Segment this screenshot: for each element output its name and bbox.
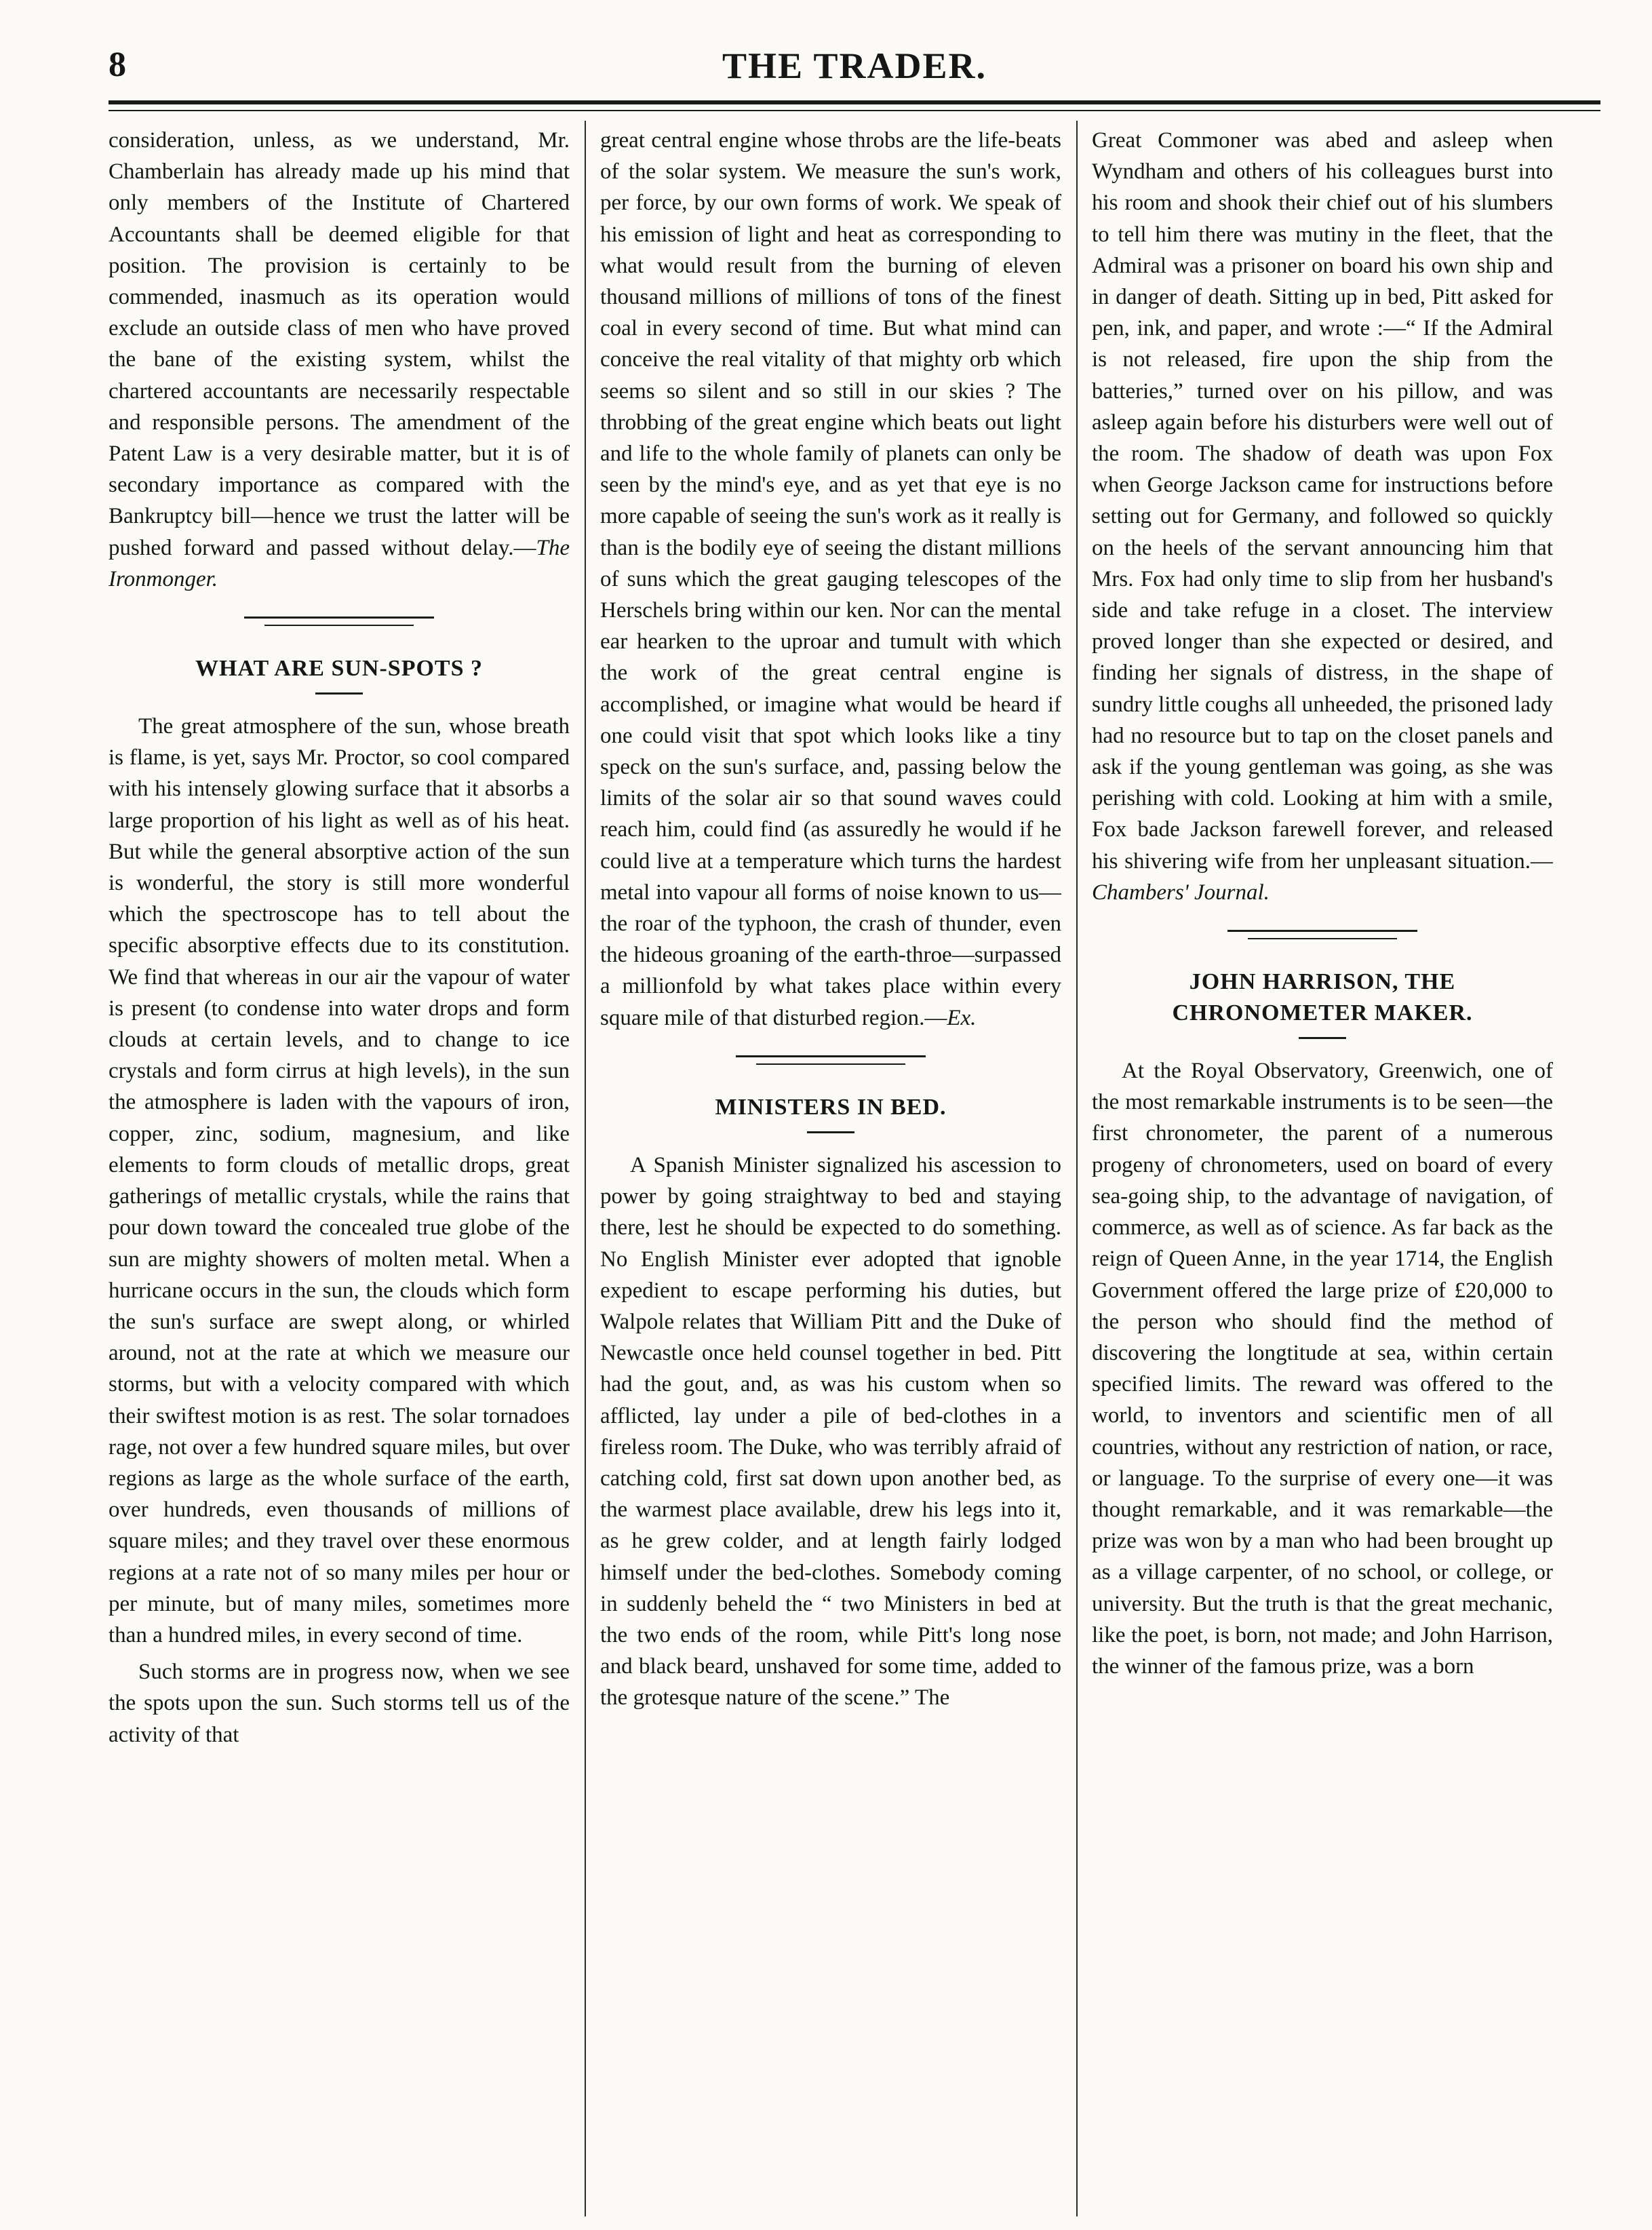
article-divider [600,1049,1061,1076]
page-header [109,45,1600,99]
article-continuation [1092,125,1553,908]
paragraph: The great atmosphere of the sun, whose breath is flame, is yet, says Mr. Proctor, so cool compared with his intensely glowing surface that it absorbs a large proportion of his light as well as of his heat. But while the general absorptive action of the sun is wonderful, the story is still more wonderful which the spectroscope has to tell about the specific absorptive effects due to its constitution. We find that whereas in our air the vapour of water is present (to condense into water drops and form clouds at certain levels, and to change to ice crystals and form cirrus at high levels), in the sun the atmosphere is laden with the vapours of iron, copper, zinc, sodium, magnesium, and like elements to form clouds of metallic drops, great gatherings of metallic crystals, while the rains that pour down toward the concealed true globe of the sun are mighty showers of molten metal. When a hurricane occurs in the sun, the clouds which form the sun's surface are swept along, or whirled around, not at the rate at which we measure our storms, but with a velocity compared with which their swiftest motion is as rest. The solar tornadoes rage, not over a few hundred square miles, but over regions as large as the whole surface of the earth, over hundreds, even thousands of millions of square miles; and they travel over these enormous regions at a rate not of so many miles per hour or per minute, but of many miles, sometimes more than a hundred miles, in every second of time. [109,714,570,1647]
headline-ministers-in-bed: MINISTERS IN BED. [715,1094,947,1120]
headline-rule [1299,1037,1346,1039]
source-credit: The Ironmonger. [109,535,570,591]
column-3 [1092,125,1553,2214]
header-rule-thick [109,100,1600,104]
paragraph: A Spanish Minister signalized his ascession to power by going straightway to bed and staying there, lest he should be expected to do something. No English Minister ever adopted that ignoble expedient to escape performing his duties, but Walpole relates that William Pitt and the Duke of Newcastle once held counsel together in bed. Pitt had the gout, and, as was his custom when so afflicted, lay under a pile of bed-clothes in a fireless room. The Duke, who was terribly afraid of catching cold, first sat down upon another bed, as the warmest place available, drew his legs into it, as he grew colder, and at length fairly lodged himself under the bed-clothes. Somebody coming in suddenly beheld the “ two Ministers in bed at the two ends of the room, while Pitt's long nose and black beard, unshaved for some time, added to the grotesque nature of the scene.” The [600,1152,1061,1710]
paragraph-text: consideration, unless, as we understand, Mr. Chamberlain has already made up his mind that only members of the Institute of Chartered Accountants shall be deemed eligible for that position. The provision is certainly to be commended, inasmuch as its operation would exclude an outside class of men who have proved the bane of the existing system, whilst the chartered accountants are necessarily respectable and responsible persons. The amendment of the Patent Law is a very desirable matter, but it is of secondary importance as compared with the Bankruptcy bill—hence we trust the latter will be pushed forward and passed without delay.— [109,128,570,560]
paragraph-text: Great Commoner was abed and asleep when Wyndham and others of his colleagues burst into his room and shook their chief out of his slumbers to tell him there was mutiny in the fleet, that the Admiral was a prisoner on board his own ship and in danger of death. Sitting up in bed, Pitt asked for pen, ink, and paper, and wrote :—“ If the Admiral is not released, fire upon the ship from the batteries,” turned over on his pillow, and was asleep again before his disturbers were well out of the room. The shadow of death was upon Fox when George Jackson came for instructions before setting out for Germany, and followed so quickly on the heels of the servant announcing him that Mrs. Fox had only time to slip from her husband's side and take refuge in a closet. The interview proved longer than she expected or desired, and finding her signals of distress, in the shape of sundry little coughs all unheeded, the prisoned lady had no resource but to tap on the closet panels and ask if the young gentleman was going, as she was perishing with cold. Looking at him with a smile, Fox bade Jackson farewell forever, and released his shivering wife from her unpleasant situation.— [1092,128,1553,874]
column-separator [585,121,586,2216]
paragraph: Such storms are in progress now, when we see the spots upon the sun. Such storms tell us of the activity of that [109,1660,570,1747]
headline-rule [315,692,363,695]
article-divider [1092,923,1553,950]
header-rule-thin [109,110,1600,111]
column-2 [600,125,1061,2214]
source-credit: Chambers' Journal. [1092,880,1270,905]
headline-john-harrison: JOHN HARRISON, THE CHRONOMETER MAKER. [1172,969,1473,1026]
column-separator [1076,121,1078,2216]
paragraph-text: great central engine whose throbs are the life-beats of the solar system. We measure the sun's work, per force, by our own forms of work. We speak of his emission of light and heat as corresponding to what would result from the burning of eleven thousand millions of millions of tons of the finest coal in every second of time. But what mind can conceive the real vitality of that mighty orb which seems so silent and so still in our skies ? The throbbing of the great engine which beats out light and life to the whole family of planets can only be seen by the mind's eye, and as yet that eye is no more capable of seeing the sun's work as it really is than is the bodily eye of seeing the distant millions of suns which the great gauging telescopes of the Herschels bring within our ken. Nor can the mental ear hearken to the uproar and tumult with which the work of the great central engine is accomplished, or imagine what would be heard if one could visit that spot which looks like a tiny speck on the sun's surface, and, passing below the limits of the solar air so that sound waves could reach him, could find (as assuredly he would if he could live at a temperature which turns the hardest metal into vapour all forms of noise known to us—the roar of the typhoon, the crash of thunder, even the hideous groaning of the earth-throe—surpassed a millionfold by what takes place within every square mile of that disturbed region.— [600,128,1061,1030]
column-1 [109,125,570,2214]
paragraph: At the Royal Observatory, Greenwich, one of the most remarkable instruments is to be seen—the first chronometer, the parent of a numerous progeny of chronometers, used on board of every sea-going ship, to the advantage of navigation, of commerce, as well as of science. As far back as the reign of Queen Anne, in the year 1714, the English Government offered the large prize of £20,000 to the person who should find the method of discovering the longtitude at sea, within certain specified limits. The reward was offered to the world, to inventors and scientific men of all countries, without any restriction of nation, or race, or language. To the surprise of every one—it was thought remarkable, and it was remarkable—the prize was won by a man who had been brought up as a village carpenter, of no school, or college, or university. But the truth is that the great mechanic, like the poet, is born, not made; and John Harrison, the winner of the famous prize, was a born [1092,1059,1553,1679]
headline-rule [807,1131,854,1133]
article-continuation [600,125,1061,1034]
article-divider [109,610,570,637]
publication-title: THE TRADER. [722,45,987,86]
source-credit: Ex. [947,1005,977,1030]
article-continuation [109,125,570,595]
page-number: 8 [109,45,126,84]
headline-sun-spots: WHAT ARE SUN-SPOTS ? [195,656,483,682]
